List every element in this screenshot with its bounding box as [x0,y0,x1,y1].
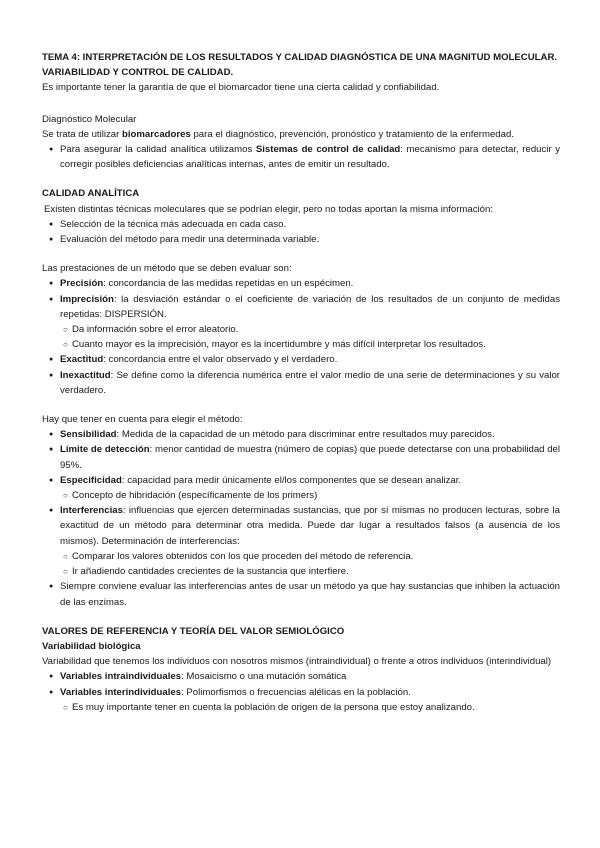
list-item: ● Evaluación del método para medir una determinada variable. [42,232,560,247]
sub-list-item: ○ Es muy importante tener en cuenta la población de origen de la persona que estoy analizando. [42,700,560,715]
intro-paragraph: Es importante tener la garantía de que el biomarcador tiene una cierta calidad y confiabilidad. [42,82,440,94]
list-item: ● Límite de detección: menor cantidad de muestra (número de copias) que puede detectarse con una probabilidad del 95%. [42,442,560,472]
sub-list-item: ○ Ir añadiendo cantidades crecientes de la sustancia que interfiere. [42,564,560,579]
list-item: ● Variables intraindividuales: Mosaicismo o una mutación somática [42,669,560,684]
ca-list [42,217,560,247]
list-item: ● Inexactitud: Se define como la diferencia numérica entre el valor medio de una serie de determinaciones y su valor verdadero. [42,368,560,398]
list-item: ● Siempre conviene evaluar las interferencias antes de usar un método ya que hay sustancias que inhiben la actuación de las enzimas. [42,579,560,609]
valores-list [42,669,560,715]
list-item: ● Especificidad: capacidad para medir únicamente el/los componentes que se desean analizar. [42,473,560,488]
valores-heading: VALORES DE REFERENCIA Y TEORÍA DEL VALOR SEMIOLÓGICO [42,625,345,637]
list-item: ● Exactitud: concordancia entre el valor observado y el verdadero. [42,352,560,367]
dx-list [42,142,560,172]
list-item: ● Para asegurar la calidad analítica utilizamos Sistemas de control de calidad: mecanismo para detectar, reducir y corregir posibles deficiencias analíticas internas, antes de emitir un resultado. [42,142,560,172]
sub-list-item: ○ Da información sobre el error aleatorio. [42,322,560,337]
dx-definition: Se trata de utilizar biomarcadores para el diagnóstico, prevención, pronóstico y tratamiento de la enfermedad. [42,128,514,140]
valores-text: Variabilidad que tenemos los individuos con nosotros mismos (intraindividual) o frente a otros individuos (interindividual) [42,656,552,668]
document-page [42,50,560,715]
list-item: ● Sensibilidad: Medida de la capacidad de un método para discriminar entre resultados muy parecidos. [42,427,560,442]
list-item: ● Variables interindividuales: Polimorfismos o frecuencias alélicas en la población. [42,685,560,700]
prest-intro: Las prestaciones de un método que se deben evaluar son: [42,263,292,275]
document-title [42,50,560,80]
title-line-2: VARIABILIDAD Y CONTROL DE CALIDAD. [42,67,234,79]
metodo-list [42,427,560,609]
list-item: ● Precisión: concordancia de las medidas repetidas en un espécimen. [42,276,560,291]
list-item: ● Selección de la técnica más adecuada en cada caso. [42,217,560,232]
sub-list-item: ○ Cuanto mayor es la imprecisión, mayor es la incertidumbre y más difícil interpretar los resultados. [42,337,560,352]
list-item: ● Imprecisión: la desviación estándar o el coeficiente de variación de los resultados de un conjunto de medidas repetidas: DISPERSIÓN. [42,292,560,322]
metodo-intro: Hay que tener en cuenta para elegir el método: [42,414,243,426]
sub-list-item: ○ Concepto de hibridación (específicamente de los primers) [42,488,560,503]
sub-list-item: ○ Comparar los valores obtenidos con los que proceden del método de referencia. [42,549,560,564]
valores-subheading: Variabilidad biológica [42,640,141,652]
ca-intro: Existen distintas técnicas moleculares que se podrían elegir, pero no todas aportan la misma información: [44,203,494,215]
list-item: ● Interferencias: influencias que ejercen determinadas sustancias, que por sí mismas no producen lecturas, sobre la exactitud de un método para determinar otra medida. Puede dar lugar a resultados falsos (a ausencia de los mismos). Determinación de interferencias: [42,503,560,549]
dx-heading: Diagnóstico Molecular [42,113,137,125]
title-line-1: TEMA 4: INTERPRETACIÓN DE LOS RESULTADOS Y CALIDAD DIAGNÓSTICA DE UNA MAGNITUD MOLECULAR. [42,52,558,63]
ca-heading: CALIDAD ANALÍTICA [42,188,140,200]
prest-list [42,276,560,398]
